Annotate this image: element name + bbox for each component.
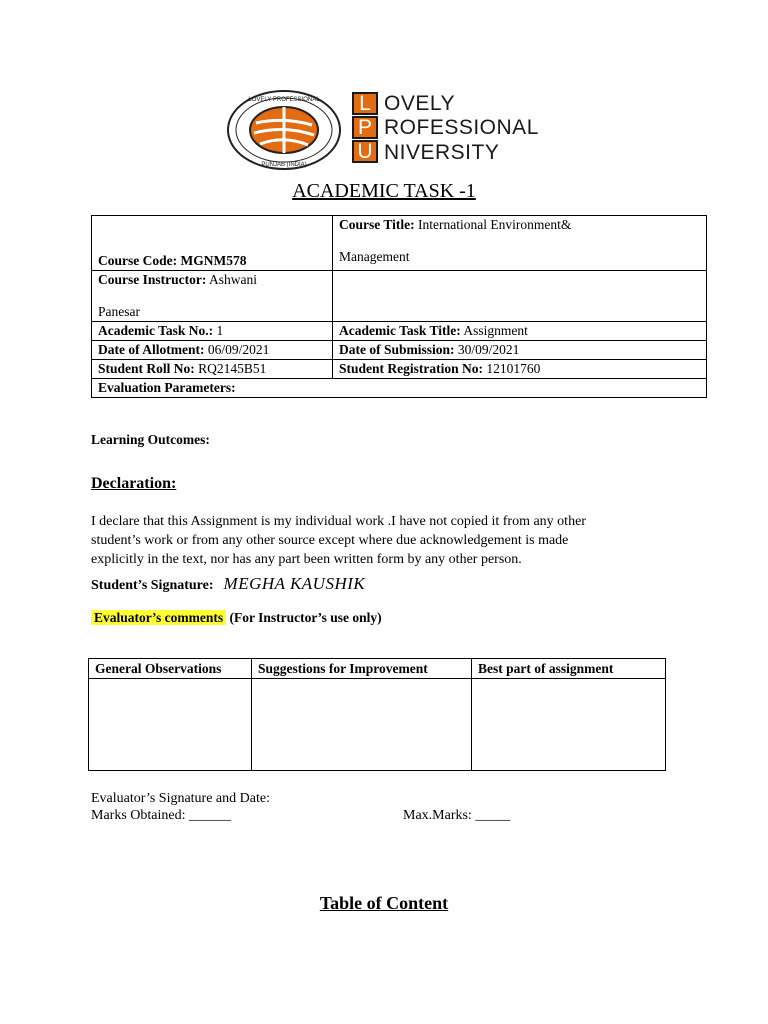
max-marks: Max.Marks: _____ <box>403 808 511 823</box>
student-signature-label: Student’s Signature: <box>91 578 214 593</box>
column-suggestions: Suggestions for Improvement <box>252 659 472 679</box>
lpu-word-ovely: OVELY <box>384 92 455 115</box>
submission-value: 30/09/2021 <box>457 342 520 357</box>
university-seal-logo <box>226 89 342 171</box>
table-row <box>92 379 707 398</box>
column-best-part: Best part of assignment <box>472 659 666 679</box>
roll-cell <box>92 360 333 379</box>
svg-text:PUNJAB (INDIA): PUNJAB (INDIA) <box>261 162 307 168</box>
registration-label: Student Registration No: <box>339 361 483 376</box>
svg-text:LOVELY PROFESSIONAL: LOVELY PROFESSIONAL <box>248 97 320 103</box>
lpu-letter-p: P <box>352 116 378 139</box>
task-no-cell <box>92 322 333 341</box>
instructor-cell <box>92 271 333 322</box>
table-row <box>92 322 707 341</box>
lpu-word-rofessional: ROFESSIONAL <box>384 116 539 139</box>
page-title: ACADEMIC TASK -1 <box>292 180 476 202</box>
course-info-table <box>91 215 707 398</box>
submission-label: Date of Submission: <box>339 342 455 357</box>
lpu-letter-u: U <box>352 140 378 163</box>
task-no-label: Academic Task No.: <box>98 323 214 338</box>
course-title-value-2: Management <box>339 249 410 264</box>
student-signature <box>91 574 365 594</box>
lpu-wordmark <box>352 92 378 164</box>
lpu-word-niversity: NIVERSITY <box>384 141 500 164</box>
evaluation-parameters-cell <box>92 379 707 398</box>
suggestions-cell <box>252 679 472 771</box>
best-part-cell <box>472 679 666 771</box>
declaration-line-2: student’s work or from any other source except where due acknowledgement is made <box>91 533 569 548</box>
table-row <box>92 216 707 271</box>
instructor-label: Course Instructor: <box>98 272 207 287</box>
task-title-label: Academic Task Title: <box>339 323 461 338</box>
declaration-line-3: explicitly in the text, nor has any part been written form by any other person. <box>91 552 522 567</box>
allotment-label: Date of Allotment: <box>98 342 205 357</box>
column-general-observations: General Observations <box>89 659 252 679</box>
student-signature-value: MEGHA KAUSHIK <box>223 574 366 593</box>
task-title-cell <box>333 322 707 341</box>
table-header-row <box>89 659 666 679</box>
declaration-text <box>91 512 691 569</box>
evaluator-comments-note: (For Instructor’s use only) <box>229 610 382 625</box>
declaration-heading: Declaration: <box>91 475 177 492</box>
lpu-letter-l: L <box>352 92 378 115</box>
roll-value: RQ2145B51 <box>198 361 267 376</box>
course-title-cell <box>333 216 707 271</box>
evaluation-table <box>88 658 666 771</box>
evaluator-signature-date: Evaluator’s Signature and Date: <box>91 791 270 806</box>
table-of-content-heading: Table of Content <box>319 893 449 913</box>
empty-cell <box>333 271 707 322</box>
task-no-value: 1 <box>216 323 224 338</box>
course-code-cell <box>92 216 333 271</box>
course-title-label: Course Title: <box>339 217 415 232</box>
course-code-value: MGNM578 <box>180 253 247 268</box>
declaration-line-1: I declare that this Assignment is my individual work .I have not copied it from any other <box>91 514 586 529</box>
roll-label: Student Roll No: <box>98 361 195 376</box>
marks-obtained: Marks Obtained: ______ <box>91 808 231 823</box>
task-title-value: Assignment <box>463 323 528 338</box>
allotment-value: 06/09/2021 <box>207 342 270 357</box>
registration-value: 12101760 <box>486 361 541 376</box>
registration-cell <box>333 360 707 379</box>
instructor-value-1: Ashwani <box>209 272 257 287</box>
course-code-label: Course Code: <box>98 253 178 268</box>
evaluator-comments-label: Evaluator’s comments <box>91 610 226 625</box>
learning-outcomes-label: Learning Outcomes: <box>91 432 210 447</box>
table-row <box>92 341 707 360</box>
allotment-cell <box>92 341 333 360</box>
table-row <box>89 679 666 771</box>
evaluation-parameters-label: Evaluation Parameters: <box>98 380 236 395</box>
instructor-value-2: Panesar <box>98 304 140 319</box>
submission-cell <box>333 341 707 360</box>
table-row <box>92 271 707 322</box>
table-row <box>92 360 707 379</box>
observations-cell <box>89 679 252 771</box>
course-title-value-1: International Environment& <box>418 217 572 232</box>
evaluator-comments <box>91 610 382 626</box>
